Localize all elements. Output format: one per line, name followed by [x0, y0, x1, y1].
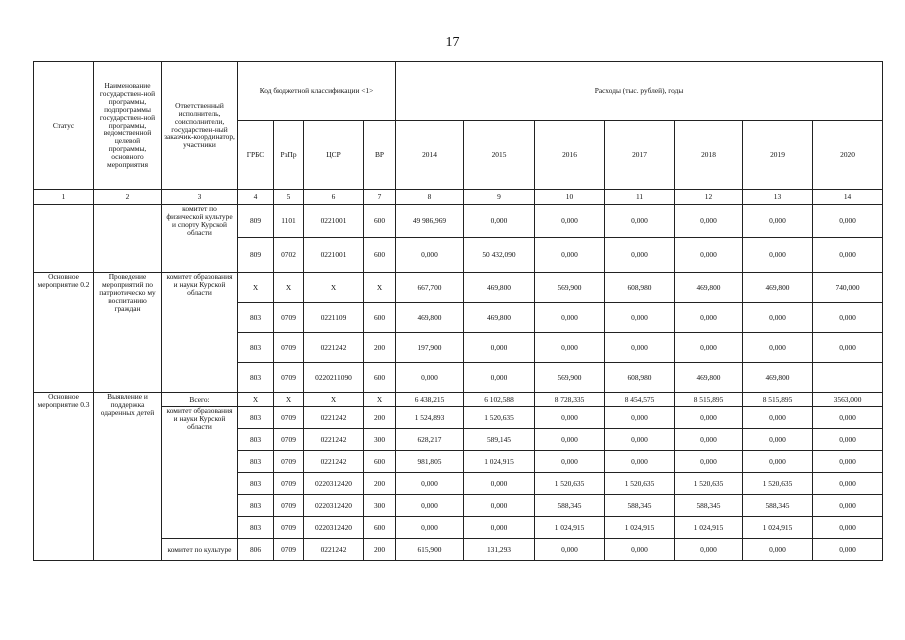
csr-cell: 0221242: [304, 539, 364, 561]
amount-2016: 0,000: [535, 303, 605, 333]
amount-2014: 981,805: [396, 451, 464, 473]
header-year: 2015: [464, 121, 535, 190]
column-number: 6: [304, 190, 364, 205]
csr-cell: 0220312420: [304, 473, 364, 495]
amount-2020: 0,000: [813, 495, 883, 517]
amount-2020: 0,000: [813, 303, 883, 333]
amount-2014: 628,217: [396, 429, 464, 451]
rzpr-cell: 0702: [274, 238, 304, 273]
header-budget-code: Код бюджетной классификации <1>: [238, 62, 396, 121]
rzpr-cell: 0709: [274, 517, 304, 539]
vr-cell: 600: [364, 303, 396, 333]
csr-cell: X: [304, 393, 364, 407]
amount-2016: 588,345: [535, 495, 605, 517]
header-year: 2018: [675, 121, 743, 190]
column-number: 1: [34, 190, 94, 205]
executor-cell: комитет образования и науки Курской области: [162, 273, 238, 393]
grbs-cell: 803: [238, 451, 274, 473]
amount-2017: 0,000: [605, 539, 675, 561]
amount-2019: 469,800: [743, 363, 813, 393]
amount-2018: 0,000: [675, 238, 743, 273]
amount-2019: 469,800: [743, 273, 813, 303]
header-grbs: ГРБС: [238, 121, 274, 190]
amount-2019: 0,000: [743, 429, 813, 451]
amount-2017: 1 520,635: [605, 473, 675, 495]
column-number: 13: [743, 190, 813, 205]
grbs-cell: 803: [238, 407, 274, 429]
grbs-cell: 809: [238, 205, 274, 238]
status-cell: Основное мероприятие 0.2: [34, 273, 94, 393]
amount-2017: 8 454,575: [605, 393, 675, 407]
amount-2016: 0,000: [535, 407, 605, 429]
amount-2017: 0,000: [605, 451, 675, 473]
amount-2020: 0,000: [813, 205, 883, 238]
amount-2016: 569,900: [535, 363, 605, 393]
amount-2019: 0,000: [743, 451, 813, 473]
amount-2018: 0,000: [675, 303, 743, 333]
header-year: 2017: [605, 121, 675, 190]
page-number: 17: [445, 35, 460, 50]
amount-2016: 8 728,335: [535, 393, 605, 407]
amount-2019: 0,000: [743, 238, 813, 273]
amount-2014: 615,900: [396, 539, 464, 561]
name-cell: Выявление и поддержка одаренных детей: [94, 393, 162, 561]
vr-cell: 300: [364, 495, 396, 517]
total-label: Всего:: [162, 393, 238, 407]
amount-2016: 0,000: [535, 205, 605, 238]
amount-2018: 469,800: [675, 273, 743, 303]
amount-2019: 1 024,915: [743, 517, 813, 539]
csr-cell: 0221242: [304, 333, 364, 363]
header-vr: ВР: [364, 121, 396, 190]
vr-cell: 200: [364, 407, 396, 429]
amount-2017: 588,345: [605, 495, 675, 517]
rzpr-cell: 0709: [274, 473, 304, 495]
csr-cell: 0220312420: [304, 495, 364, 517]
csr-cell: 0221242: [304, 407, 364, 429]
vr-cell: 200: [364, 333, 396, 363]
amount-2017: 608,980: [605, 273, 675, 303]
csr-cell: 0221001: [304, 205, 364, 238]
status-cell: [34, 205, 94, 273]
expenses-table: [33, 61, 883, 561]
amount-2019: 588,345: [743, 495, 813, 517]
amount-2017: 0,000: [605, 429, 675, 451]
grbs-cell: 803: [238, 495, 274, 517]
csr-cell: 0221109: [304, 303, 364, 333]
amount-2014: 49 986,969: [396, 205, 464, 238]
amount-2019: 8 515,895: [743, 393, 813, 407]
grbs-cell: 809: [238, 238, 274, 273]
grbs-cell: X: [238, 393, 274, 407]
amount-2015: 0,000: [464, 473, 535, 495]
amount-2014: 1 524,893: [396, 407, 464, 429]
amount-2018: 0,000: [675, 205, 743, 238]
amount-2020: [813, 363, 883, 393]
rzpr-cell: 0709: [274, 333, 304, 363]
amount-2017: 0,000: [605, 303, 675, 333]
amount-2016: 1 024,915: [535, 517, 605, 539]
header-executor: Ответственный исполнитель, соисполнители, государствен-ный заказчик-координатор, участники: [162, 62, 238, 190]
vr-cell: X: [364, 273, 396, 303]
column-number: 7: [364, 190, 396, 205]
amount-2014: 197,900: [396, 333, 464, 363]
rzpr-cell: 0709: [274, 539, 304, 561]
column-number: 3: [162, 190, 238, 205]
amount-2020: 0,000: [813, 429, 883, 451]
header-year: 2014: [396, 121, 464, 190]
amount-2018: 0,000: [675, 333, 743, 363]
vr-cell: 600: [364, 238, 396, 273]
vr-cell: 200: [364, 473, 396, 495]
executor-cell: комитет по физической культуре и спорту Курской области: [162, 205, 238, 273]
rzpr-cell: 0709: [274, 363, 304, 393]
amount-2020: 0,000: [813, 238, 883, 273]
rzpr-cell: X: [274, 273, 304, 303]
rzpr-cell: 0709: [274, 495, 304, 517]
amount-2015: 0,000: [464, 363, 535, 393]
grbs-cell: 803: [238, 473, 274, 495]
amount-2015: 6 102,588: [464, 393, 535, 407]
table-row: [34, 393, 883, 407]
amount-2020: 0,000: [813, 451, 883, 473]
vr-cell: 300: [364, 429, 396, 451]
header-year: 2016: [535, 121, 605, 190]
csr-cell: X: [304, 273, 364, 303]
amount-2019: 0,000: [743, 407, 813, 429]
name-cell: [94, 205, 162, 273]
header-year: 2019: [743, 121, 813, 190]
header-status: Статус: [34, 62, 94, 190]
amount-2017: 0,000: [605, 238, 675, 273]
vr-cell: 600: [364, 451, 396, 473]
header-csr: ЦСР: [304, 121, 364, 190]
amount-2018: 469,800: [675, 363, 743, 393]
grbs-cell: X: [238, 273, 274, 303]
amount-2015: 469,800: [464, 303, 535, 333]
grbs-cell: 803: [238, 303, 274, 333]
amount-2018: 0,000: [675, 429, 743, 451]
amount-2014: 0,000: [396, 473, 464, 495]
executor-cell: комитет образования и науки Курской области: [162, 407, 238, 539]
grbs-cell: 806: [238, 539, 274, 561]
rzpr-cell: 1101: [274, 205, 304, 238]
amount-2020: 3563,000: [813, 393, 883, 407]
amount-2015: 589,145: [464, 429, 535, 451]
amount-2015: 1 520,635: [464, 407, 535, 429]
amount-2014: 0,000: [396, 238, 464, 273]
amount-2017: 0,000: [605, 205, 675, 238]
rzpr-cell: 0709: [274, 407, 304, 429]
amount-2020: 0,000: [813, 407, 883, 429]
vr-cell: 200: [364, 539, 396, 561]
csr-cell: 0221242: [304, 429, 364, 451]
status-cell: Основное мероприятие 0.3: [34, 393, 94, 561]
amount-2018: 1 520,635: [675, 473, 743, 495]
amount-2015: 0,000: [464, 517, 535, 539]
rzpr-cell: 0709: [274, 429, 304, 451]
amount-2014: 6 438,215: [396, 393, 464, 407]
column-number: 8: [396, 190, 464, 205]
amount-2016: 0,000: [535, 451, 605, 473]
column-number: 11: [605, 190, 675, 205]
vr-cell: 600: [364, 205, 396, 238]
amount-2014: 667,700: [396, 273, 464, 303]
amount-2020: 740,000: [813, 273, 883, 303]
rzpr-cell: 0709: [274, 303, 304, 333]
amount-2018: 0,000: [675, 539, 743, 561]
amount-2014: 0,000: [396, 517, 464, 539]
csr-cell: 0220312420: [304, 517, 364, 539]
amount-2014: 0,000: [396, 495, 464, 517]
amount-2020: 0,000: [813, 517, 883, 539]
column-number: 10: [535, 190, 605, 205]
amount-2020: 0,000: [813, 333, 883, 363]
amount-2017: 0,000: [605, 407, 675, 429]
vr-cell: 600: [364, 363, 396, 393]
name-cell: Проведение мероприятий по патриотическо му воспитанию граждан: [94, 273, 162, 393]
rzpr-cell: X: [274, 393, 304, 407]
column-number-row: [34, 190, 883, 205]
amount-2019: 1 520,635: [743, 473, 813, 495]
csr-cell: 0221242: [304, 451, 364, 473]
amount-2017: 1 024,915: [605, 517, 675, 539]
amount-2018: 1 024,915: [675, 517, 743, 539]
amount-2020: 0,000: [813, 539, 883, 561]
column-number: 2: [94, 190, 162, 205]
amount-2015: 50 432,090: [464, 238, 535, 273]
amount-2016: 0,000: [535, 238, 605, 273]
amount-2015: 0,000: [464, 333, 535, 363]
column-number: 14: [813, 190, 883, 205]
amount-2019: 0,000: [743, 303, 813, 333]
amount-2015: 1 024,915: [464, 451, 535, 473]
amount-2018: 8 515,895: [675, 393, 743, 407]
table-row: [34, 273, 883, 303]
amount-2018: 0,000: [675, 407, 743, 429]
header-name: Наименование государствен-ной программы, подпрограммы государствен-ной программы, ведомственной целевой программы, основного мероприятия: [94, 62, 162, 190]
amount-2016: 0,000: [535, 333, 605, 363]
header-rzpr: РзПр: [274, 121, 304, 190]
amount-2018: 588,345: [675, 495, 743, 517]
grbs-cell: 803: [238, 429, 274, 451]
vr-cell: 600: [364, 517, 396, 539]
amount-2019: 0,000: [743, 333, 813, 363]
table-row: [34, 539, 883, 561]
column-number: 12: [675, 190, 743, 205]
amount-2016: 0,000: [535, 539, 605, 561]
table-row: [34, 205, 883, 238]
csr-cell: 0221001: [304, 238, 364, 273]
amount-2019: 0,000: [743, 205, 813, 238]
executor-cell: комитет по культуре: [162, 539, 238, 561]
csr-cell: 0220211090: [304, 363, 364, 393]
grbs-cell: 803: [238, 333, 274, 363]
amount-2020: 0,000: [813, 473, 883, 495]
amount-2014: 469,800: [396, 303, 464, 333]
amount-2015: 469,800: [464, 273, 535, 303]
rzpr-cell: 0709: [274, 451, 304, 473]
vr-cell: X: [364, 393, 396, 407]
amount-2019: 0,000: [743, 539, 813, 561]
amount-2016: 569,900: [535, 273, 605, 303]
amount-2018: 0,000: [675, 451, 743, 473]
amount-2015: 131,293: [464, 539, 535, 561]
grbs-cell: 803: [238, 363, 274, 393]
header-expenses: Расходы (тыс. рублей), годы: [396, 62, 883, 121]
amount-2016: 1 520,635: [535, 473, 605, 495]
column-number: 4: [238, 190, 274, 205]
amount-2015: 0,000: [464, 495, 535, 517]
amount-2017: 0,000: [605, 333, 675, 363]
column-number: 9: [464, 190, 535, 205]
table-row: [34, 407, 883, 429]
column-number: 5: [274, 190, 304, 205]
amount-2017: 608,980: [605, 363, 675, 393]
grbs-cell: 803: [238, 517, 274, 539]
amount-2015: 0,000: [464, 205, 535, 238]
amount-2014: 0,000: [396, 363, 464, 393]
amount-2016: 0,000: [535, 429, 605, 451]
header-year: 2020: [813, 121, 883, 190]
